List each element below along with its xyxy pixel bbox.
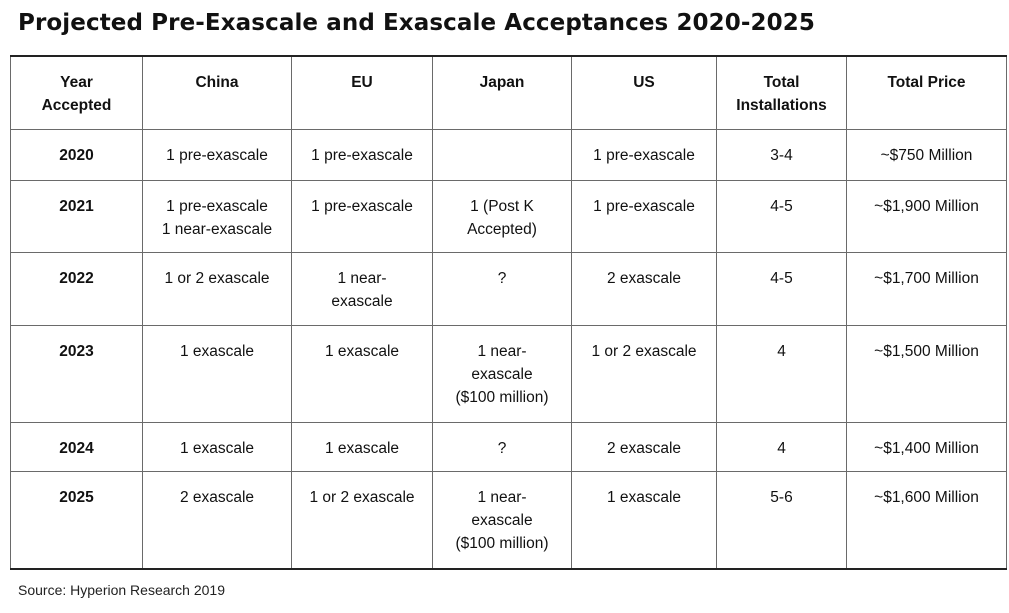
col-header-japan: Japan: [433, 56, 572, 130]
cell-total-installations: 4: [717, 423, 847, 472]
col-header-china: China: [143, 56, 292, 130]
cell-total-price: ~$750 Million: [847, 130, 1007, 181]
cell-china: 2 exascale: [143, 472, 292, 570]
col-header-eu: EU: [292, 56, 433, 130]
cell-us: 1 exascale: [572, 472, 717, 570]
cell-total-installations: 5-6: [717, 472, 847, 570]
cell-year: 2025: [11, 472, 143, 570]
cell-japan: [433, 130, 572, 181]
cell-total-installations: 4-5: [717, 253, 847, 326]
cell-us: 1 pre-exascale: [572, 181, 717, 253]
source-note: Source: Hyperion Research 2019: [18, 582, 226, 598]
cell-japan: ?: [433, 423, 572, 472]
cell-total-installations: 4: [717, 326, 847, 423]
cell-eu: 1 near- exascale: [292, 253, 433, 326]
cell-year: 2021: [11, 181, 143, 253]
cell-total-price: ~$1,700 Million: [847, 253, 1007, 326]
table-row: [11, 472, 1007, 570]
table-row: [11, 181, 1007, 253]
cell-year: 2022: [11, 253, 143, 326]
cell-japan: ?: [433, 253, 572, 326]
cell-china: 1 exascale: [143, 423, 292, 472]
table-row: [11, 253, 1007, 326]
table-row: [11, 423, 1007, 472]
cell-eu: 1 pre-exascale: [292, 181, 433, 253]
col-header-us: US: [572, 56, 717, 130]
col-header-total-price: Total Price: [847, 56, 1007, 130]
col-header-total-installations: Total Installations: [717, 56, 847, 130]
col-header-year: Year Accepted: [11, 56, 143, 130]
cell-china: 1 pre-exascale 1 near-exascale: [143, 181, 292, 253]
cell-year: 2020: [11, 130, 143, 181]
cell-japan: 1 near- exascale ($100 million): [433, 326, 572, 423]
cell-us: 1 pre-exascale: [572, 130, 717, 181]
cell-eu: 1 or 2 exascale: [292, 472, 433, 570]
table-title: Projected Pre-Exascale and Exascale Acceptances 2020-2025: [18, 10, 815, 36]
cell-total-installations: 3-4: [717, 130, 847, 181]
acceptances-table: [10, 55, 1007, 570]
cell-japan: 1 near- exascale ($100 million): [433, 472, 572, 570]
cell-year: 2023: [11, 326, 143, 423]
cell-year: 2024: [11, 423, 143, 472]
cell-total-price: ~$1,600 Million: [847, 472, 1007, 570]
cell-us: 2 exascale: [572, 253, 717, 326]
cell-eu: 1 exascale: [292, 423, 433, 472]
cell-us: 2 exascale: [572, 423, 717, 472]
cell-us: 1 or 2 exascale: [572, 326, 717, 423]
header-row: [11, 56, 1007, 130]
cell-total-price: ~$1,500 Million: [847, 326, 1007, 423]
cell-total-price: ~$1,900 Million: [847, 181, 1007, 253]
table-row: [11, 326, 1007, 423]
cell-china: 1 or 2 exascale: [143, 253, 292, 326]
cell-total-installations: 4-5: [717, 181, 847, 253]
cell-total-price: ~$1,400 Million: [847, 423, 1007, 472]
cell-china: 1 pre-exascale: [143, 130, 292, 181]
cell-japan: 1 (Post K Accepted): [433, 181, 572, 253]
cell-china: 1 exascale: [143, 326, 292, 423]
cell-eu: 1 exascale: [292, 326, 433, 423]
table-row: [11, 130, 1007, 181]
cell-eu: 1 pre-exascale: [292, 130, 433, 181]
